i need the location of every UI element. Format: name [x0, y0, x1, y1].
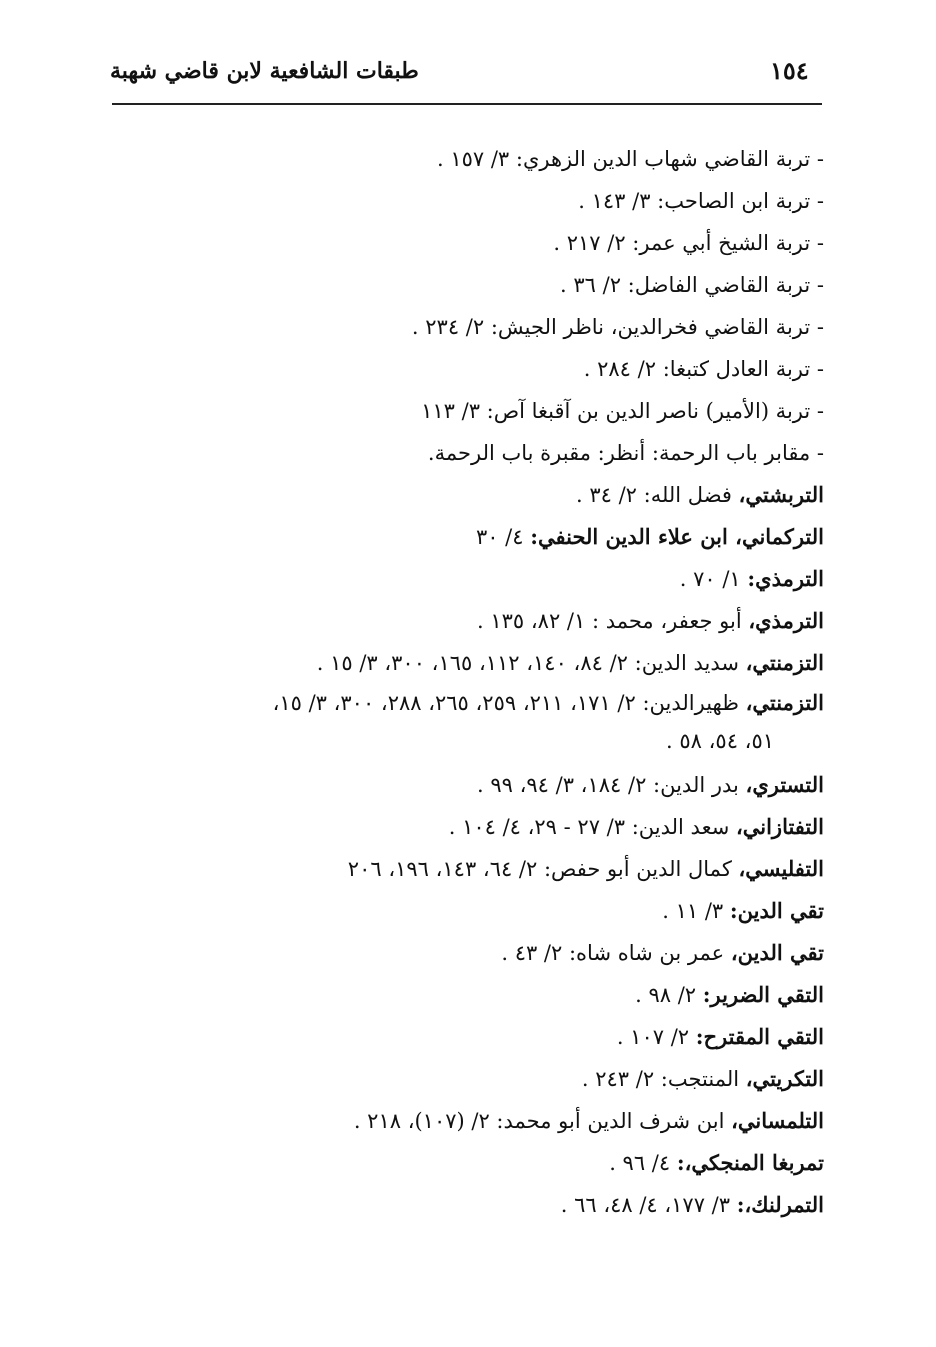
header-divider	[112, 103, 822, 105]
index-entry	[104, 558, 824, 600]
entry-head: التزمنتي،	[745, 650, 824, 675]
entry-head: التربشتي،	[738, 482, 824, 507]
entry-text: - تربة ابن الصاحب: ٣/ ١٤٣ .	[578, 189, 824, 213]
entry-head: تمربغا المنجكي،:	[676, 1150, 824, 1175]
entry-head: الترمذي،	[748, 608, 824, 633]
index-entry	[104, 890, 824, 932]
entry-text: فضل الله: ٢/ ٣٤ .	[575, 483, 739, 507]
entry-text: ٢/ ٩٨ .	[635, 983, 703, 1007]
entry-head: تقي الدين:	[729, 898, 824, 923]
entry-head: التمرلنك،:	[736, 1192, 824, 1217]
index-entry	[104, 974, 824, 1016]
running-title: طبقات الشافعية لابن قاضي شهبة	[110, 58, 419, 84]
entry-text: كمال الدين أبو حفص: ٢/ ٦٤، ١٤٣، ١٩٦، ٢٠٦	[347, 857, 739, 881]
index-entry	[104, 848, 824, 890]
index-entry	[104, 1058, 824, 1100]
entry-head: التزمنتي،	[745, 690, 824, 715]
entry-text: ظهيرالدين: ٢/ ١٧١، ٢١١، ٢٥٩، ٢٦٥، ٢٨٨، ٣٠٠، ٣/ ١٥،	[272, 691, 746, 715]
entry-text: ٣/ ١١ .	[662, 899, 730, 923]
entry-text: بدر الدين: ٢/ ١٨٤، ٣/ ٩٤، ٩٩ .	[477, 773, 746, 797]
entry-continuation: ٥١، ٥٤، ٥٨ .	[666, 729, 774, 753]
index-entry	[104, 348, 824, 390]
entry-text: عمر بن شاه شاه: ٢/ ٤٣ .	[501, 941, 731, 965]
index-entry	[104, 600, 824, 642]
entry-head: التفتازاني،	[735, 814, 824, 839]
index-entry	[104, 764, 824, 806]
index-entry	[104, 1184, 824, 1226]
index-entry	[104, 1016, 824, 1058]
index-entries	[104, 138, 824, 1226]
index-entry	[104, 474, 824, 516]
index-entry	[104, 180, 824, 222]
entry-text: سعد الدين: ٣/ ٢٧ - ٢٩، ٤/ ١٠٤ .	[448, 815, 736, 839]
page-number: ١٥٤	[770, 56, 809, 85]
entry-head: التستري،	[745, 772, 824, 797]
entry-text: ١/ ٧٠ .	[679, 567, 748, 591]
entry-text: ابن شرف الدين أبو محمد: ٢/ (١٠٧)، ٢١٨ .	[353, 1109, 732, 1133]
entry-text: - تربة القاضي شهاب الدين الزهري: ٣/ ١٥٧ .	[436, 147, 824, 171]
entry-head: التكريتي،	[745, 1066, 824, 1091]
entry-text: - تربة القاضي فخرالدين، ناظر الجيش: ٢/ ٢٣٤ .	[411, 315, 824, 339]
index-entry	[104, 806, 824, 848]
entry-text: سديد الدين: ٢/ ٨٤، ١٤٠، ١١٢، ١٦٥، ٣٠٠، ٣/ ١٥ .	[316, 651, 746, 675]
entry-text: ٢/ ١٠٧ .	[616, 1025, 696, 1049]
index-entry	[104, 306, 824, 348]
index-entry	[104, 684, 824, 764]
entry-head: الترمذي:	[747, 566, 824, 591]
index-entry	[104, 432, 824, 474]
entry-text: - مقابر باب الرحمة: أنظر: مقبرة باب الرحمة.	[427, 441, 824, 465]
entry-head: تقي الدين،	[730, 940, 824, 965]
entry-text: - تربة القاضي الفاضل: ٢/ ٣٦ .	[560, 273, 824, 297]
entry-text: - تربة الشيخ أبي عمر: ٢/ ٢١٧ .	[553, 231, 824, 255]
entry-text: ٤/ ٣٠	[475, 525, 531, 549]
entry-head: التفليسي،	[738, 856, 824, 881]
index-entry	[104, 138, 824, 180]
index-entry	[104, 1100, 824, 1142]
index-entry	[104, 1142, 824, 1184]
index-entry	[104, 390, 824, 432]
entry-text: - تربة العادل كتبغا: ٢/ ٢٨٤ .	[583, 357, 824, 381]
entry-text: - تربة (الأمير) ناصر الدين بن آقبغا آص: ٣/ ١١٣	[421, 399, 824, 423]
index-entry	[104, 932, 824, 974]
entry-text: ٣/ ١٧٧، ٤/ ٤٨، ٦٦ .	[560, 1193, 737, 1217]
entry-text: أبو جعفر، محمد : ١/ ٨٢، ١٣٥ .	[477, 609, 749, 633]
entry-text: ٤/ ٩٦ .	[609, 1151, 677, 1175]
index-entry	[104, 222, 824, 264]
entry-head: التركماني، ابن علاء الدين الحنفي:	[530, 524, 824, 549]
entry-head: التقي المقترح:	[695, 1024, 824, 1049]
entry-text: المنتجب: ٢/ ٢٤٣ .	[581, 1067, 746, 1091]
entry-head: التقي الضرير:	[702, 982, 824, 1007]
index-entry	[104, 264, 824, 306]
index-entry	[104, 642, 824, 684]
entry-head: التلمساني،	[731, 1108, 824, 1133]
index-entry	[104, 516, 824, 558]
